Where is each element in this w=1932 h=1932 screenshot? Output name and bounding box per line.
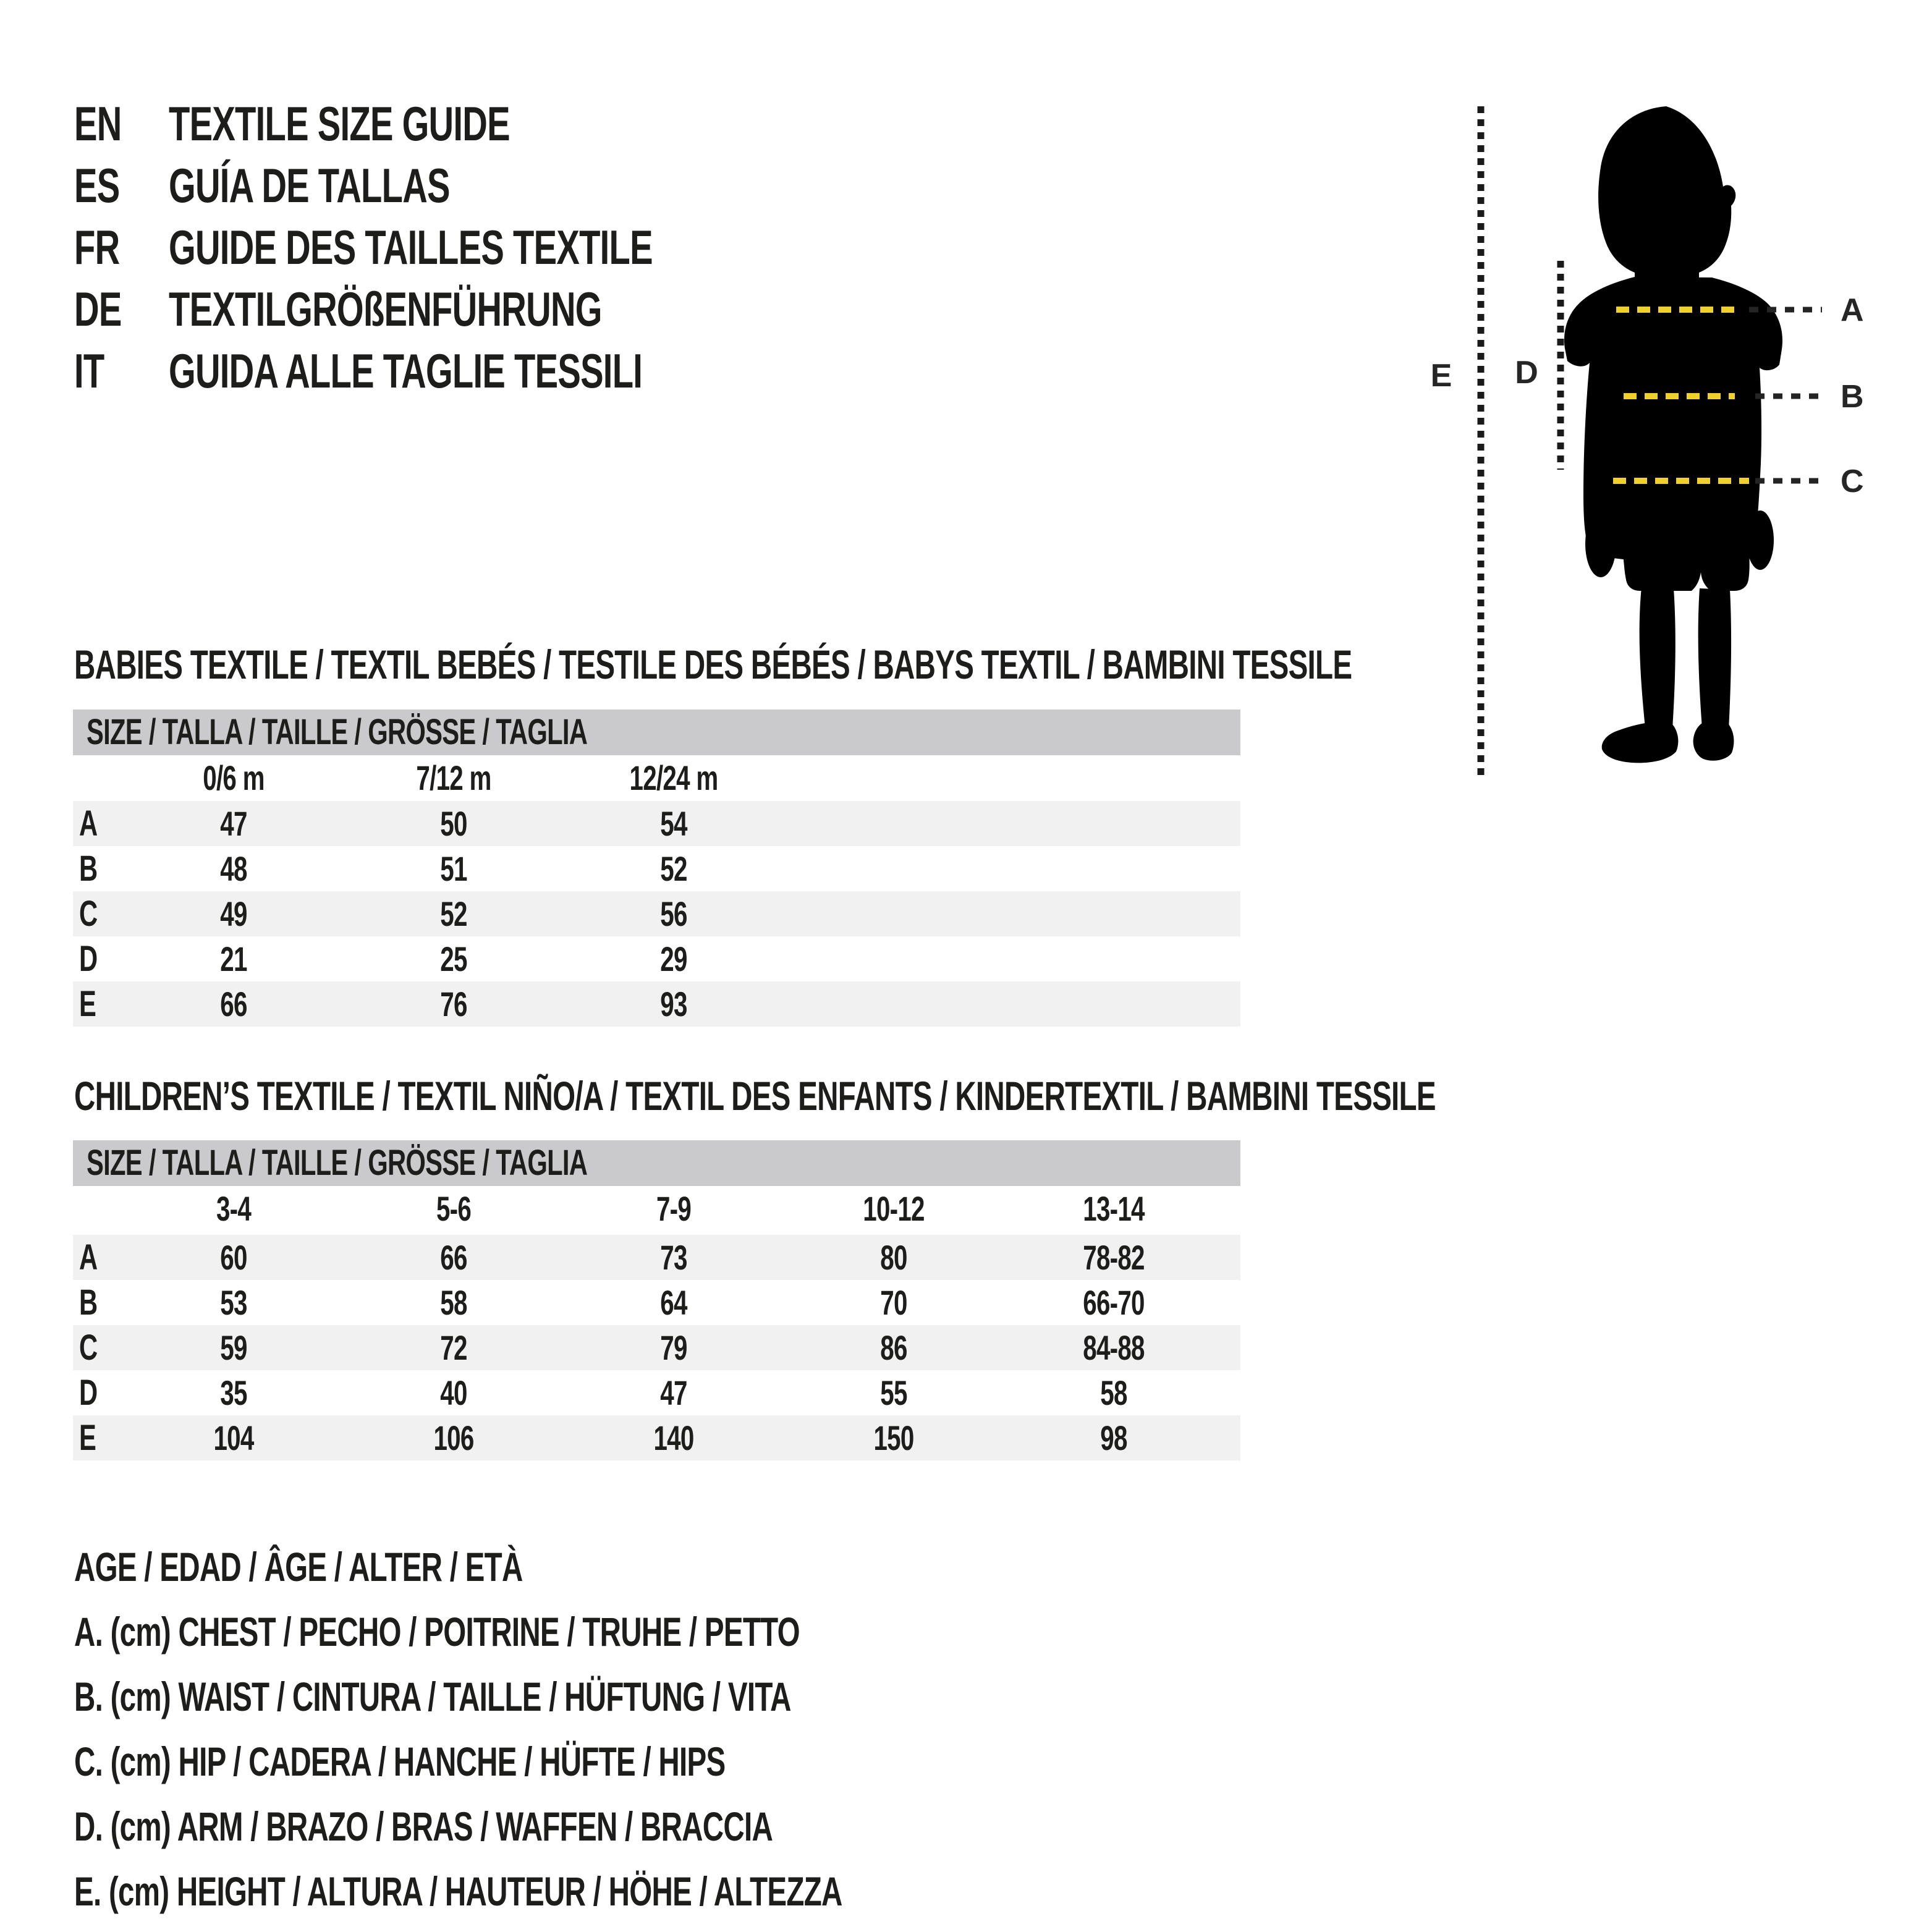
babies-section-title-text: BABIES TEXTILE / TEXTIL BEBÉS / TESTILE DES BÉBÉS / BABYS TEXTIL / BAMBINI TESSILE [74, 642, 1352, 687]
child-silhouette [1564, 106, 1782, 763]
table-cell: 60 [220, 1238, 247, 1277]
table-cell: 50 [440, 804, 467, 843]
table-cell: 49 [220, 894, 247, 933]
table-cell: 140 [653, 1418, 694, 1457]
measurement-diagram [1421, 93, 1932, 810]
language-row-de [74, 278, 939, 340]
table-cell: 104 [213, 1418, 254, 1457]
table-cell: 70 [880, 1283, 907, 1322]
table-row [73, 801, 1240, 846]
language-row-it [74, 340, 939, 402]
children-column-header: 10-12 [863, 1189, 925, 1228]
children-section-title [74, 1074, 1681, 1117]
table-row [73, 1370, 1240, 1415]
row-label: E [79, 1418, 96, 1458]
language-code: IT [74, 344, 104, 398]
language-title: GUIDE DES TAILLES TEXTILE [169, 220, 653, 274]
legend-hip [74, 1740, 1310, 1783]
table-cell: 52 [440, 894, 467, 933]
table-cell: 25 [440, 939, 467, 978]
children-column-header: 13-14 [1083, 1189, 1145, 1228]
legend-hip-text: C. (cm) HIP / CADERA / HANCHE / HÜFTE / HIPS [74, 1739, 726, 1784]
legend-chest-text: A. (cm) CHEST / PECHO / POITRINE / TRUHE / PETTO [74, 1609, 800, 1654]
legend-waist [74, 1675, 1310, 1718]
table-cell: 98 [1100, 1418, 1127, 1457]
waist-point-label: B [1841, 379, 1864, 415]
row-label: D [79, 939, 98, 979]
row-label: C [79, 894, 98, 934]
silhouette-shorts [1619, 525, 1750, 591]
table-row [73, 981, 1240, 1027]
arm-point-label: D [1515, 355, 1538, 391]
legend-arm-text: D. (cm) ARM / BRAZO / BRAS / WAFFEN / BRACCIA [74, 1803, 773, 1849]
table-cell: 56 [660, 894, 687, 933]
language-row-en [74, 93, 939, 155]
row-label: B [79, 1282, 98, 1323]
table-cell: 47 [660, 1373, 687, 1412]
legend-height [74, 1870, 1310, 1913]
table-cell: 35 [220, 1373, 247, 1412]
table-cell: 78-82 [1083, 1238, 1145, 1277]
children-column-header-row [73, 1186, 1240, 1232]
row-label: D [79, 1373, 98, 1413]
table-cell: 54 [660, 804, 687, 843]
table-cell: 55 [880, 1373, 907, 1412]
row-label: B [79, 849, 98, 889]
table-cell: 51 [440, 849, 467, 888]
table-row [73, 936, 1240, 981]
children-column-header: 7-9 [656, 1189, 692, 1228]
table-cell: 72 [440, 1328, 467, 1367]
table-cell: 52 [660, 849, 687, 888]
legend-age [74, 1545, 1310, 1588]
table-row [73, 1235, 1240, 1280]
table-row [73, 846, 1240, 891]
silhouette-left-leg [1640, 587, 1676, 733]
table-cell: 76 [440, 985, 467, 1023]
row-label: C [79, 1328, 98, 1368]
babies-size-header-text: SIZE / TALLA / TAILLE / GRÖSSE / TAGLIA [87, 712, 588, 752]
table-cell: 58 [440, 1283, 467, 1322]
babies-section-title [74, 643, 1557, 686]
row-label: E [79, 984, 96, 1024]
hip-point-label: C [1841, 464, 1864, 499]
table-cell: 47 [220, 804, 247, 843]
table-cell: 66-70 [1083, 1283, 1145, 1322]
language-title: TEXTILE SIZE GUIDE [169, 96, 510, 151]
language-code: EN [74, 96, 122, 151]
language-row-fr [74, 216, 939, 278]
table-cell: 80 [880, 1238, 907, 1277]
table-cell: 79 [660, 1328, 687, 1367]
babies-column-header-row [73, 755, 1240, 801]
children-size-header-bar [73, 1140, 1240, 1186]
babies-size-header-bar [73, 710, 1240, 755]
table-cell: 64 [660, 1283, 687, 1322]
table-cell: 53 [220, 1283, 247, 1322]
language-code: ES [74, 158, 120, 213]
children-section-title-text: CHILDREN’S TEXTILE / TEXTIL NIÑO/A / TEXTIL DES ENFANTS / KINDERTEXTIL / BAMBINI TESSILE [74, 1073, 1436, 1119]
language-code: DE [74, 282, 122, 336]
silhouette-right-hand [1747, 511, 1774, 570]
babies-column-header: 12/24 m [629, 758, 718, 797]
table-cell: 59 [220, 1328, 247, 1367]
table-row [73, 1325, 1240, 1370]
legend-height-text: E. (cm) HEIGHT / ALTURA / HAUTEUR / HÖHE / ALTEZZA [74, 1868, 842, 1914]
table-cell: 84-88 [1083, 1328, 1145, 1367]
table-cell: 66 [440, 1238, 467, 1277]
language-code: FR [74, 220, 120, 274]
table-row [73, 1280, 1240, 1325]
babies-column-header: 7/12 m [416, 758, 491, 797]
legend-chest [74, 1610, 1310, 1653]
row-label: A [79, 803, 98, 844]
chest-point-label: A [1841, 292, 1864, 328]
silhouette-right-leg [1698, 588, 1731, 734]
table-cell: 58 [1100, 1373, 1127, 1412]
table-row [73, 1415, 1240, 1460]
table-cell: 40 [440, 1373, 467, 1412]
table-cell: 21 [220, 939, 247, 978]
table-row [73, 891, 1240, 936]
table-cell: 66 [220, 985, 247, 1023]
table-cell: 93 [660, 985, 687, 1023]
silhouette-right-shoe [1693, 723, 1734, 761]
children-column-header: 5-6 [436, 1189, 472, 1228]
table-cell: 29 [660, 939, 687, 978]
language-title: TEXTILGRÖßENFÜHRUNG [169, 282, 602, 336]
table-cell: 48 [220, 849, 247, 888]
legend-arm [74, 1805, 1310, 1848]
row-label: A [79, 1237, 98, 1277]
table-cell: 150 [873, 1418, 914, 1457]
children-column-header: 3-4 [216, 1189, 252, 1228]
table-cell: 86 [880, 1328, 907, 1367]
table-cell: 73 [660, 1238, 687, 1277]
table-cell: 106 [433, 1418, 474, 1457]
language-row-es [74, 155, 939, 216]
silhouette-left-shoe [1602, 723, 1679, 763]
height-point-label: E [1430, 358, 1452, 394]
legend-waist-text: B. (cm) WAIST / CINTURA / TAILLE / HÜFTUNG / VITA [74, 1674, 791, 1719]
language-title: GUIDA ALLE TAGLIE TESSILI [169, 344, 643, 398]
children-size-header-text: SIZE / TALLA / TAILLE / GRÖSSE / TAGLIA [87, 1143, 588, 1183]
silhouette-left-hand [1585, 511, 1616, 577]
language-title: GUÍA DE TALLAS [169, 158, 450, 213]
legend-age-text: AGE / EDAD / ÂGE / ALTER / ETÀ [74, 1544, 523, 1590]
babies-column-header: 0/6 m [203, 758, 265, 797]
